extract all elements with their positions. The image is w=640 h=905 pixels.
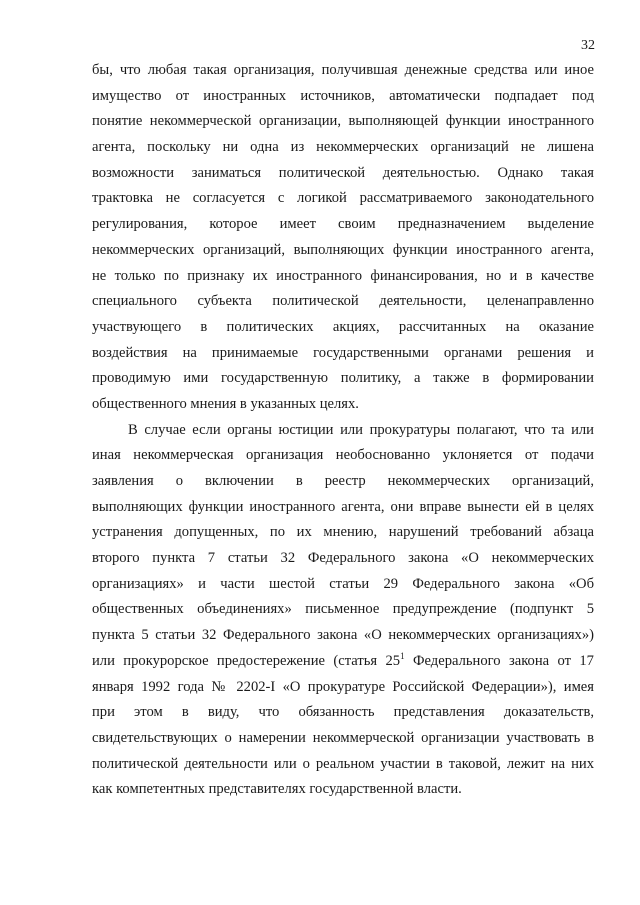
text-line: общественных объединениях» письменное предупреждение (подпункт 5 xyxy=(92,601,594,618)
text-line: при этом в виду, что обязанность представления доказательств, xyxy=(92,704,594,721)
text-line: января 1992 года № 2202-I «О прокуратуре Российской Федерации»), имея xyxy=(92,678,594,695)
text-line: понятие некоммерческой организации, выполняющей функции иностранного xyxy=(92,113,594,130)
paragraph-2 xyxy=(92,418,594,803)
superscript: 1 xyxy=(400,650,405,661)
paragraph-1 xyxy=(92,58,594,418)
text-line: выполняющих функции иностранного агента, они вправе вынести ей в целях xyxy=(92,498,594,515)
text-line: заявления о включении в реестр некоммерческих организаций, xyxy=(92,473,594,489)
text-line: некоммерческих организаций, выполняющих функции иностранного агента, xyxy=(92,241,594,258)
text-line: общественного мнения в указанных целях. xyxy=(92,395,359,412)
text-line: регулирования, которое имеет своим предназначением выделение xyxy=(92,216,594,233)
text-line: агента, поскольку ни одна из некоммерческих организаций не лишена xyxy=(92,139,594,156)
text-line: устранения допущенных, по их мнению, нарушений требований абзаца xyxy=(92,524,594,541)
text-line-with-superscript xyxy=(92,649,594,675)
text-line: бы, что любая такая организация, получившая денежные средства или иное xyxy=(92,62,594,78)
text-segment: или прокурорское предостережение (статья 25 xyxy=(92,652,401,669)
text-line: имущество от иностранных источников, автоматически подпадает под xyxy=(92,87,594,104)
text-segment: Федерального закона от 17 xyxy=(404,652,594,669)
text-line: свидетельствующих о намерении некоммерческой организации участвовать в xyxy=(92,729,594,746)
text-line: пункта 5 статьи 32 Федерального закона «О некоммерческих организациях») xyxy=(92,627,594,644)
text-line: В случае если органы юстиции или прокуратуры полагают, что та или xyxy=(128,421,594,438)
text-line: проводимую ими государственную политику, а также в формировании xyxy=(92,370,594,387)
text-line: второго пункта 7 статьи 32 Федерального закона «О некоммерческих xyxy=(92,550,594,567)
text-line: как компетентных представителях государственной власти. xyxy=(92,781,462,798)
text-line: специального субъекта политической деятельности, целенаправленно xyxy=(92,293,594,310)
text-line: иная некоммерческая организация необоснованно уклоняется от подачи xyxy=(92,447,594,464)
page-number: 32 xyxy=(581,38,595,53)
body-text xyxy=(92,58,594,803)
text-line: возможности заниматься политической деятельностью. Однако такая xyxy=(92,164,594,181)
text-line: трактовка не согласуется с логикой рассматриваемого законодательного xyxy=(92,190,594,207)
text-line: политической деятельности или о реальном участии в таковой, лежит на них xyxy=(92,755,594,772)
text-line: организациях» и части шестой статьи 29 Федерального закона «Об xyxy=(92,575,594,592)
text-line: не только по признаку их иностранного финансирования, но и в качестве xyxy=(92,267,594,284)
text-line: участвующего в политических акциях, рассчитанных на оказание xyxy=(92,318,594,335)
text-line: воздействия на принимаемые государственными органами решения и xyxy=(92,344,594,361)
